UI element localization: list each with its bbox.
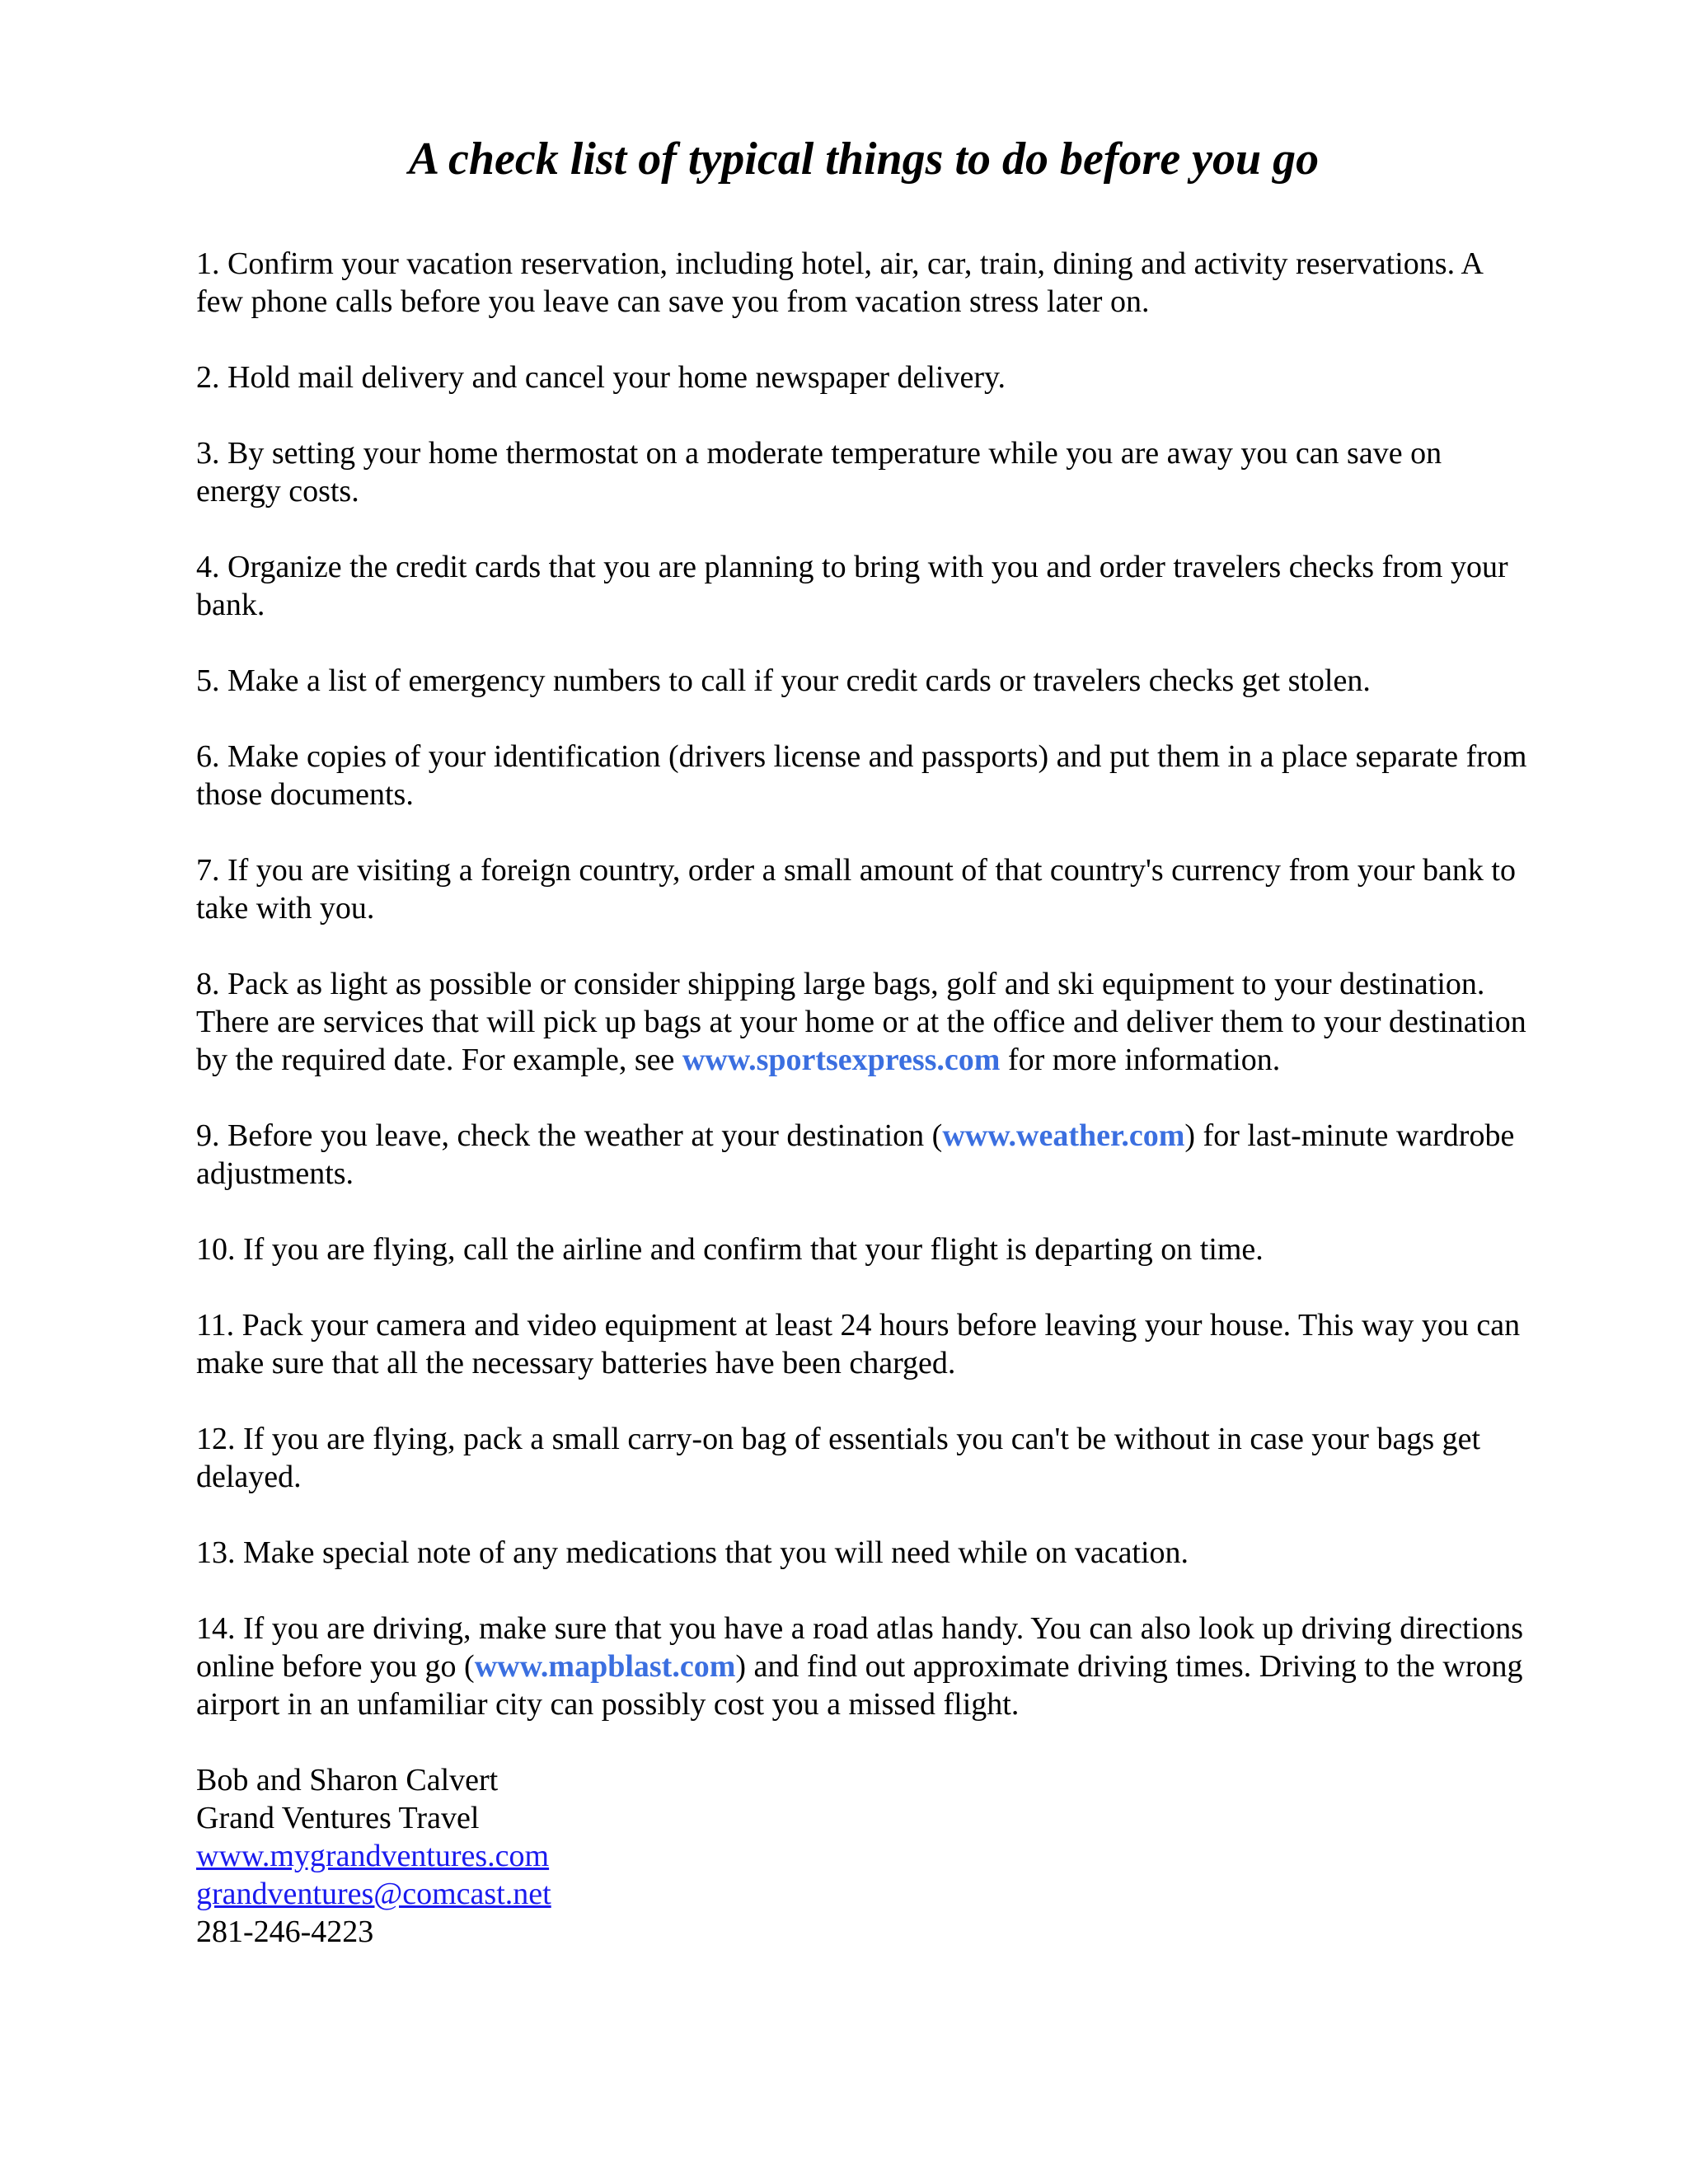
phone-number: 281-246-4223 [196, 1915, 374, 1950]
list-item-text: ) and find out approximate driving times. Driving to the wrong airport in an unfamiliar city can possibly cost you a missed flight. [196, 1649, 1523, 1722]
sportsexpress-link[interactable]: www.sportsexpress.com [682, 1043, 1001, 1078]
list-item-11: 11. Pack your camera and video equipment at least 24 hours before leaving your house. This way you can make sure that all the necessary batteries have been charged. [196, 1308, 1521, 1381]
list-item-1: 1. Confirm your vacation reservation, including hotel, air, car, train, dining and activity reservations. A few phone calls before you leave can save you from vacation stress later on. [196, 246, 1482, 320]
website-link[interactable]: www.mygrandventures.com [196, 1839, 550, 1874]
list-item-text: for more information. [1000, 1043, 1281, 1078]
list-item-2: 2. Hold mail delivery and cancel your home newspaper delivery. [196, 360, 1006, 396]
signature-block [196, 1761, 1531, 1951]
signature-name: Bob and Sharon Calvert [196, 1763, 499, 1798]
list-item-6: 6. Make copies of your identification (drivers license and passports) and put them in a place separate from those documents. [196, 739, 1527, 813]
list-item-text: ) for last-minute wardrobe adjustments. [196, 1118, 1515, 1192]
list-item-4: 4. Organize the credit cards that you are planning to bring with you and order travelers checks from your bank. [196, 550, 1508, 623]
list-item-8 [196, 965, 1531, 1079]
list-item-13: 13. Make special note of any medications that you will need while on vacation. [196, 1535, 1189, 1571]
list-item-12: 12. If you are flying, pack a small carry-on bag of essentials you can't be without in case your bags get delayed. [196, 1422, 1481, 1495]
list-item-3: 3. By setting your home thermostat on a moderate temperature while you are away you can save on energy costs. [196, 436, 1442, 509]
list-item-7: 7. If you are visiting a foreign country, order a small amount of that country's currency from your bank to take with you. [196, 853, 1516, 926]
list-item-10: 10. If you are flying, call the airline and confirm that your flight is departing on time. [196, 1232, 1264, 1268]
list-item-5: 5. Make a list of emergency numbers to call if your credit cards or travelers checks get stolen. [196, 663, 1371, 699]
signature-company: Grand Ventures Travel [196, 1801, 480, 1836]
document-title: A check list of typical things to do before you go [408, 134, 1320, 185]
email-link[interactable]: grandventures@comcast.net [196, 1877, 551, 1912]
list-item-14 [196, 1610, 1531, 1723]
list-item-text: 14. If you are driving, make sure that you have a road atlas handy. You can also look up driving directions online before you go ( [196, 1611, 1524, 1685]
document-page [196, 132, 1531, 1951]
mapblast-link[interactable]: www.mapblast.com [474, 1649, 736, 1685]
list-item-9 [196, 1117, 1531, 1193]
list-item-text: 9. Before you leave, check the weather at your destination ( [196, 1118, 943, 1154]
list-item-text: 8. Pack as light as possible or consider shipping large bags, golf and ski equipment to your destination. There are services that will pick up bags at your home or at the office and deliver them to your destination by the required date. For example, see [196, 967, 1526, 1078]
weather-link[interactable]: www.weather.com [942, 1118, 1185, 1154]
